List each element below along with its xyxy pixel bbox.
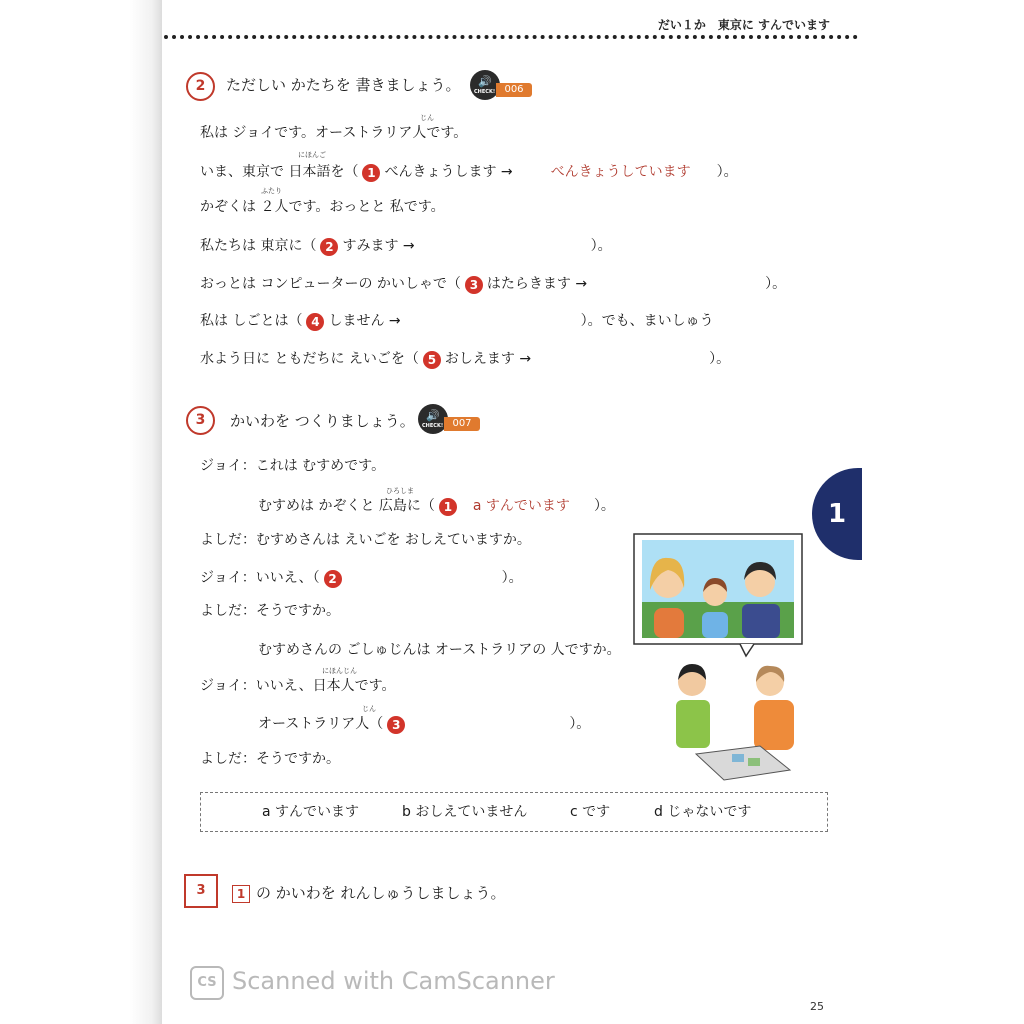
dialogue-line: よしだ：そうですか。	[200, 751, 340, 767]
question-number: 4	[306, 313, 324, 331]
exercise-line: 水よう日に ともだちに えいごを（ 5 おしえます → ）。	[200, 351, 731, 367]
chapter-tab: 1	[812, 468, 862, 560]
page-fold-shadow	[0, 0, 162, 1024]
question-number: 2	[320, 238, 338, 256]
dialogue-line: ジョイ：これは むすめです。	[200, 458, 386, 474]
speaker: よしだ：	[200, 751, 256, 767]
speaker: ジョイ：	[200, 570, 256, 586]
camscanner-logo: CS	[190, 966, 224, 1000]
choice-option: a すんでいます	[262, 804, 360, 820]
answer-text: a すんでいます	[472, 498, 570, 514]
page-number: 25	[810, 1000, 824, 1013]
choice-option: d じゃないです	[654, 804, 752, 820]
speaker: よしだ：	[200, 532, 256, 548]
question-number: 1	[362, 164, 380, 182]
furigana: じん	[362, 705, 376, 713]
check-label: CHECK!	[422, 423, 444, 429]
dialogue-ref-number: 1	[232, 885, 250, 903]
audio-check-006[interactable]	[470, 70, 534, 100]
dialogue-line: むすめさんの ごしゅじんは オーストラリアの 人ですか。	[258, 642, 621, 658]
question-number: 3	[465, 276, 483, 294]
exercise-line: いま、東京で 日本語を（ 1 べんきょうします → べんきょうしています ）。	[200, 164, 738, 180]
speaker-icon: 🔊	[418, 404, 448, 434]
audio-track-number: 007	[444, 417, 480, 431]
question-number: 5	[423, 351, 441, 369]
choice-option: b おしえていません	[402, 804, 528, 820]
dialogue-line: オーストラリア人（ 3 ）。	[258, 716, 591, 732]
furigana: じん	[420, 114, 434, 122]
speaker: よしだ：	[200, 603, 256, 619]
speaker: ジョイ：	[200, 678, 256, 694]
header-divider	[164, 35, 858, 39]
choice-option: c です	[570, 804, 611, 820]
question-number: 3	[387, 716, 405, 734]
exercise-3-number: 3	[184, 874, 218, 908]
furigana: にほんじん	[322, 667, 357, 675]
section-2-title: ただしい かたちを 書きましょう。	[226, 76, 461, 94]
dialogue-line: むすめは かぞくと 広島に（ 1 a すんでいます ）。	[258, 498, 615, 514]
question-number: 2	[324, 570, 342, 588]
audio-track-number: 006	[496, 83, 532, 97]
furigana: ひろしま	[386, 487, 414, 495]
dialogue-line: よしだ：むすめさんは えいごを おしえていますか。	[200, 532, 531, 548]
furigana: にほんご	[298, 151, 326, 159]
exercise-line: 私たちは 東京に（ 2 すみます → ）。	[200, 238, 612, 254]
dialogue-line: よしだ：そうですか。	[200, 603, 340, 619]
camscanner-watermark: CS Scanned with CamScanner	[190, 966, 555, 1000]
dialogue-line: ジョイ：いいえ、日本人です。	[200, 678, 396, 694]
exercise-line: 私は ジョイです。オーストラリア人です。	[200, 125, 468, 141]
answer-text: べんきょうしています	[550, 164, 691, 180]
check-label: CHECK!	[474, 89, 496, 95]
exercise-3-text: 1 の かいわを れんしゅうしましょう。	[232, 882, 506, 903]
family-photo-illustration	[620, 532, 820, 782]
dialogue-line: ジョイ：いいえ、（ 2 ）。	[200, 570, 523, 586]
lesson-title: だい１か 東京に すんでいます	[657, 18, 830, 32]
speaker: ジョイ：	[200, 458, 256, 474]
exercise-line: かぞくは ２人です。おっとと 私です。	[200, 199, 445, 215]
question-number: 1	[439, 498, 457, 516]
exercise-line: 私は しごとは（ 4 しません → ）。でも、まいしゅう	[200, 313, 714, 329]
exercise-line: おっとは コンピューターの かいしゃで（ 3 はたらきます → ）。	[200, 276, 787, 292]
section-2-number: 2	[186, 72, 215, 101]
furigana: ふたり	[261, 187, 282, 195]
audio-check-007[interactable]	[418, 404, 482, 434]
speaker-icon: 🔊	[470, 70, 500, 100]
section-3-title: かいわを つくりましょう。	[230, 412, 415, 430]
section-3-number: 3	[186, 406, 215, 435]
